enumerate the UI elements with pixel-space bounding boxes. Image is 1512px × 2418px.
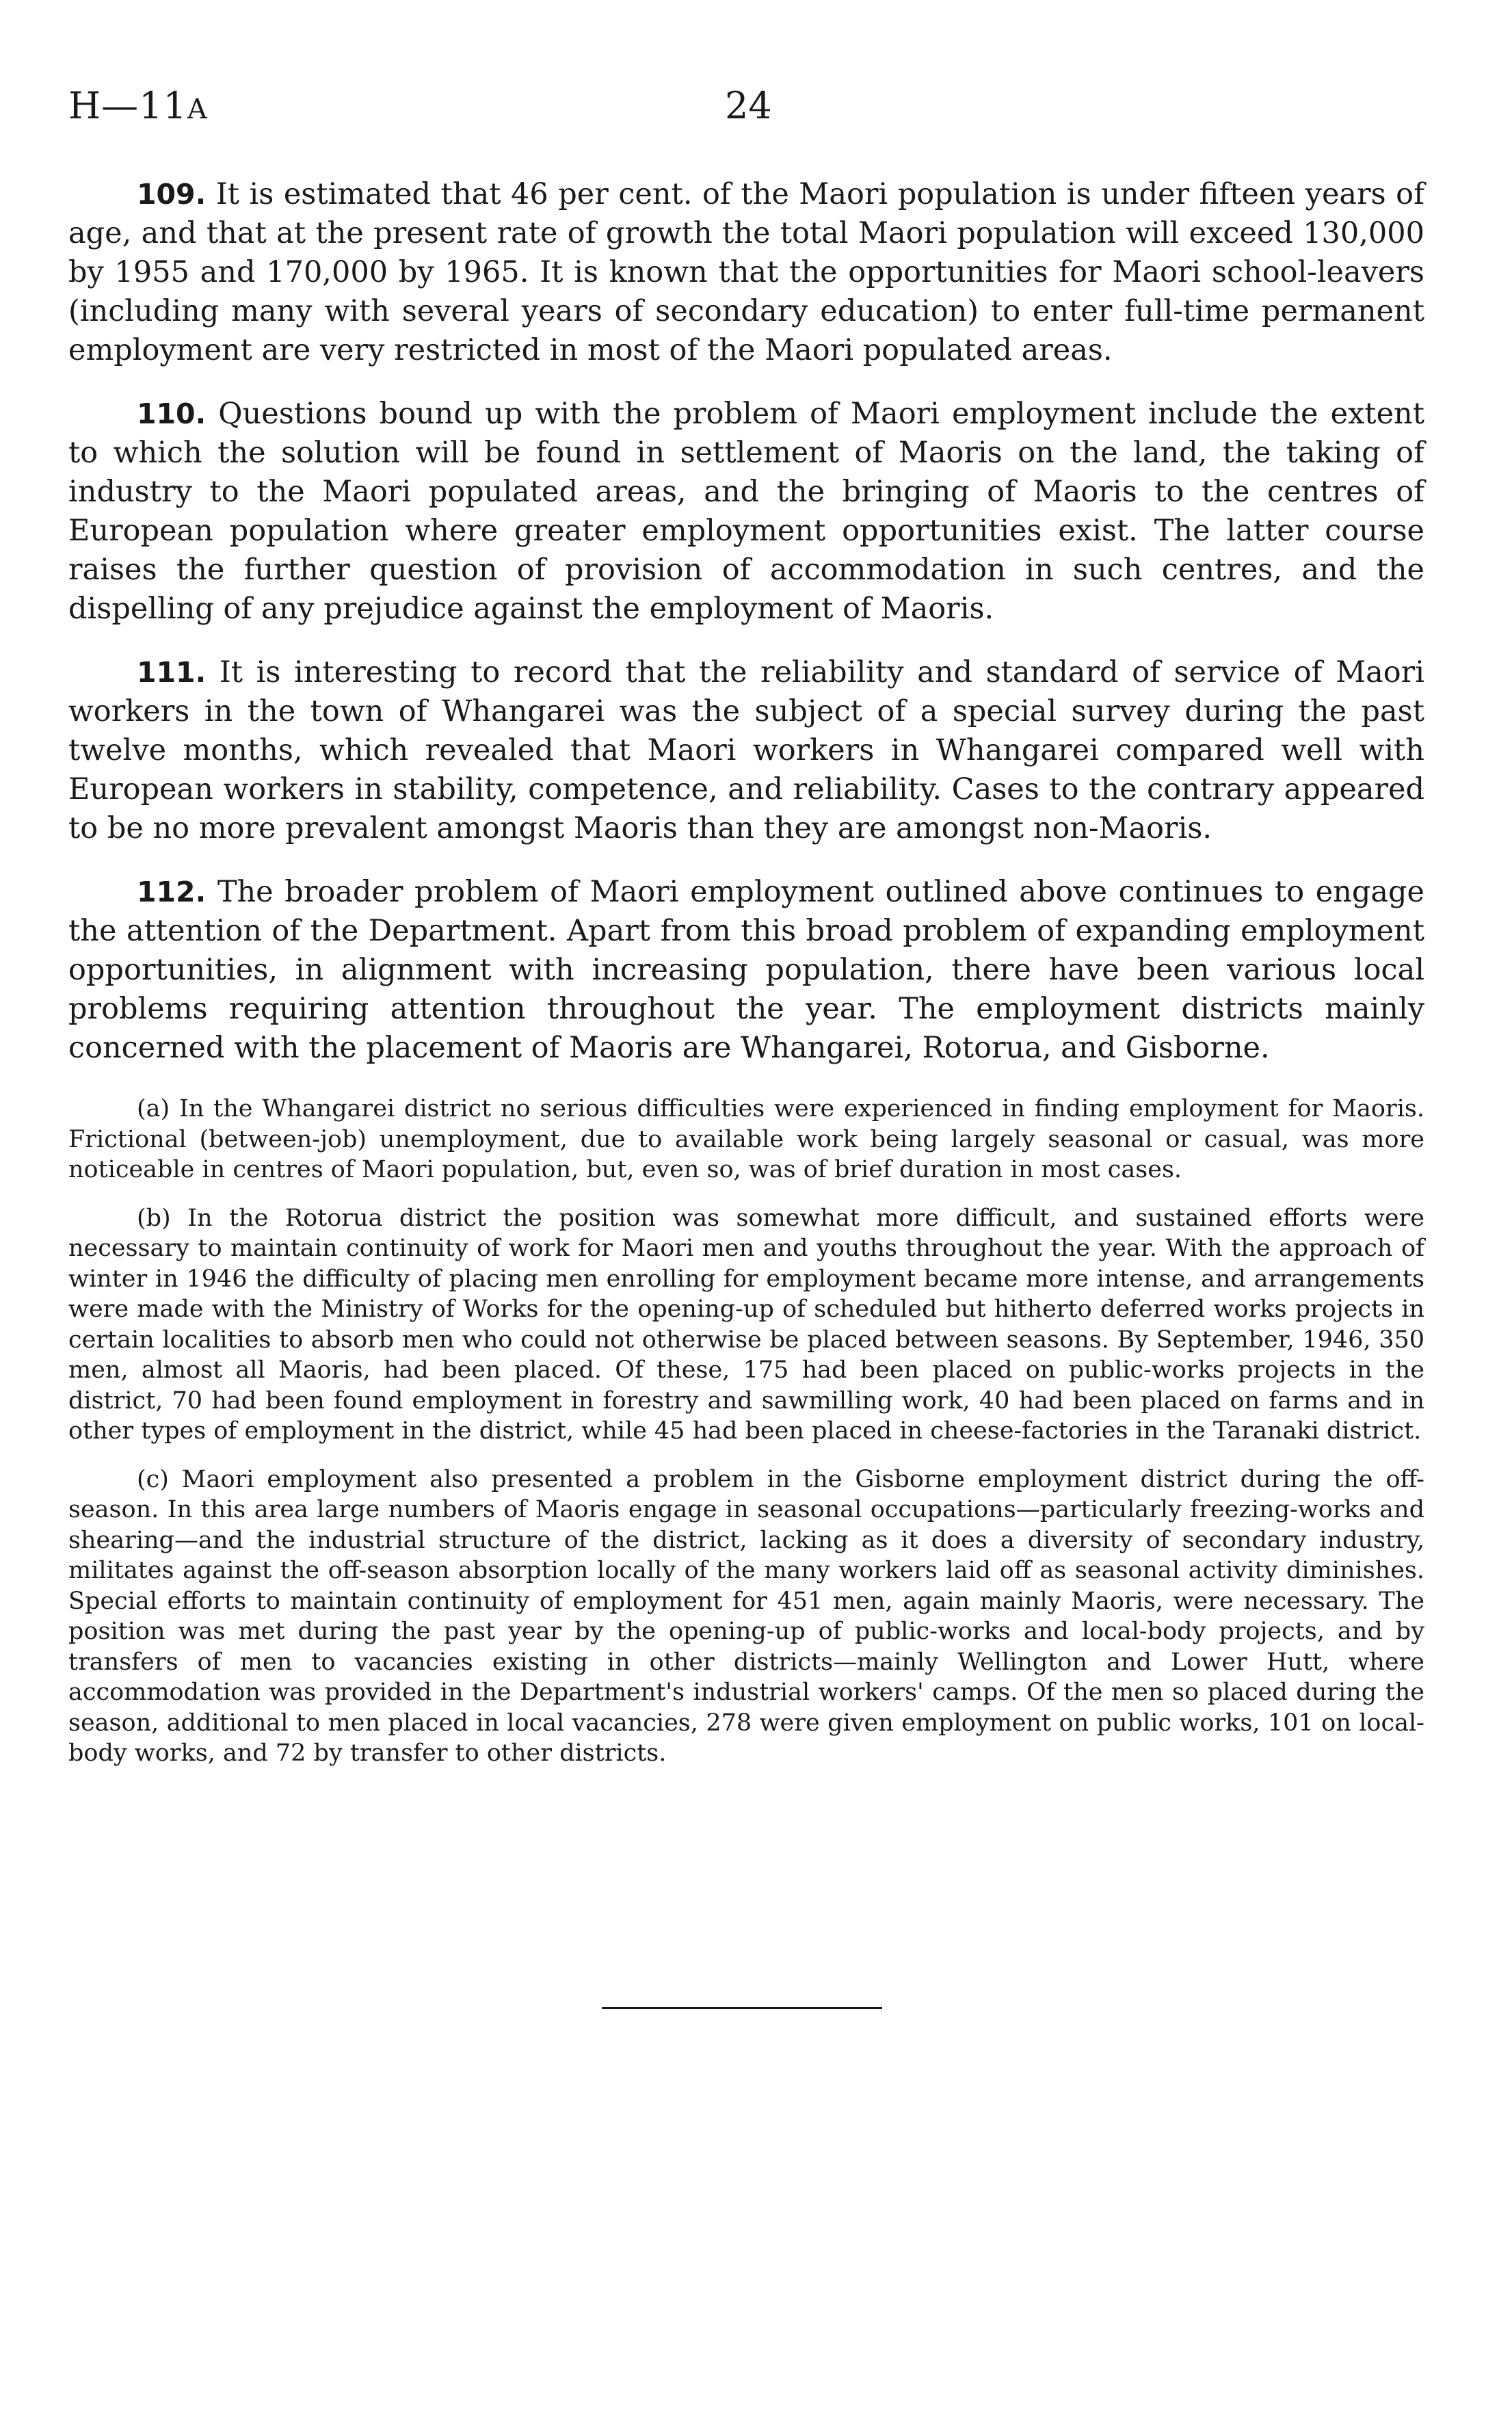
paragraph-112 (68, 873, 1424, 1068)
paragraph-text: It is estimated that 46 per cent. of the Maori population is under fifteen years of age, and that at the present rate of growth the total Maori population will exceed 130,000 by 1955 and 170,000 by 1965. It is known that the opportunities for Maori school-leavers (including many with several years of secondary education) to enter full-time permanent employment are very restricted in most of the Maori populated areas. (68, 177, 1424, 367)
paragraph-text: Questions bound up with the problem of Maori employment include the extent to which the solution will be found in settlement of Maoris on the land, the taking of industry to the Maori populated areas, and the bringing of Maoris to the centres of European population where greater employment opportunities exist. The latter course raises the further question of provision of accommodation in such centres, and the dispelling of any prejudice against the employment of Maoris. (68, 397, 1424, 626)
paragraph-text: It is interesting to record that the reliability and standard of service of Maori workers in the town of Whangarei was the subject of a special survey during the past twelve months, which revealed that Maori workers in Whangarei compared well with European workers in stability, competence, and reliability. Cases to the contrary appeared to be no more prevalent amongst Maoris than they are amongst non-Maoris. (68, 655, 1424, 845)
document-reference-suffix: A (187, 94, 208, 125)
paragraph-number: 112. (137, 876, 207, 908)
document-reference (68, 84, 208, 127)
paragraph-number: 111. (137, 656, 207, 689)
paragraph-number: 109. (137, 178, 207, 211)
subparagraph-a (68, 1094, 1424, 1185)
paragraph-111 (68, 653, 1424, 848)
subparagraph-b (68, 1203, 1424, 1447)
subparagraph-label: (b) (137, 1204, 171, 1232)
subparagraph-text: Maori employment also presented a problem in the Gisborne employment district during the off-season. In this area large numbers of Maoris engage in seasonal occupations—particularly freezing-works and shearing—and the industrial structure of the district, lacking as it does a diversity of secondary industry, militates against the off-season absorption locally of the many workers laid off as seasonal activity diminishes. Special efforts to maintain continuity of employment for 451 men, again mainly Maoris, were necessary. The position was met during the past year by the opening-up of public-works and local-body projects, and by transfers of men to vacancies existing in other districts—mainly Wellington and Lower Hutt, where accommodation was provided in the Department's industrial workers' camps. Of the men so placed during the season, additional to men placed in local vacancies, 278 were given employment on public works, 101 on local-body works, and 72 by transfer to other districts. (68, 1465, 1424, 1767)
paragraph-110 (68, 395, 1424, 629)
subparagraph-text: In the Whangarei district no serious difficulties were experienced in finding employment for Maoris. Frictional (between-job) unemployment, due to available work being largely seasonal or casual, was more noticeable in centres of Maori population, but, even so, was of brief duration in most cases. (68, 1095, 1424, 1183)
subparagraph-label: (a) (137, 1095, 170, 1122)
document-body (68, 175, 1424, 1769)
subparagraph-c (68, 1464, 1424, 1769)
paragraph-number: 110. (137, 397, 207, 430)
document-reference-prefix: H—11 (68, 84, 187, 127)
page-number: 24 (725, 84, 772, 127)
paragraph-text: The broader problem of Maori employment outlined above continues to engage the attention of the Department. Apart from this broad problem of expanding employment opportunities, in alignment with increasing population, there have been various local problems requiring attention throughout the year. The employment districts mainly concerned with the placement of Maoris are Whangarei, Rotorua, and Gisborne. (68, 875, 1424, 1065)
paragraph-109 (68, 175, 1424, 370)
closing-rule (602, 2007, 882, 2009)
subparagraph-label: (c) (137, 1465, 169, 1493)
subparagraph-list (68, 1094, 1424, 1769)
subparagraph-text: In the Rotorua district the position was somewhat more difficult, and sustained efforts were necessary to maintain continuity of work for Maori men and youths throughout the year. With the approach of winter in 1946 the difficulty of placing men enrolling for employment became more intense, and arrangements were made with the Ministry of Works for the opening-up of scheduled but hitherto deferred works projects in certain localities to absorb men who could not otherwise be placed between seasons. By September, 1946, 350 men, almost all Maoris, had been placed. Of these, 175 had been placed on public-works projects in the district, 70 had been found employment in forestry and sawmilling work, 40 had been placed on farms and in other types of employment in the district, while 45 had been placed in cheese-factories in the Taranaki district. (68, 1204, 1424, 1445)
